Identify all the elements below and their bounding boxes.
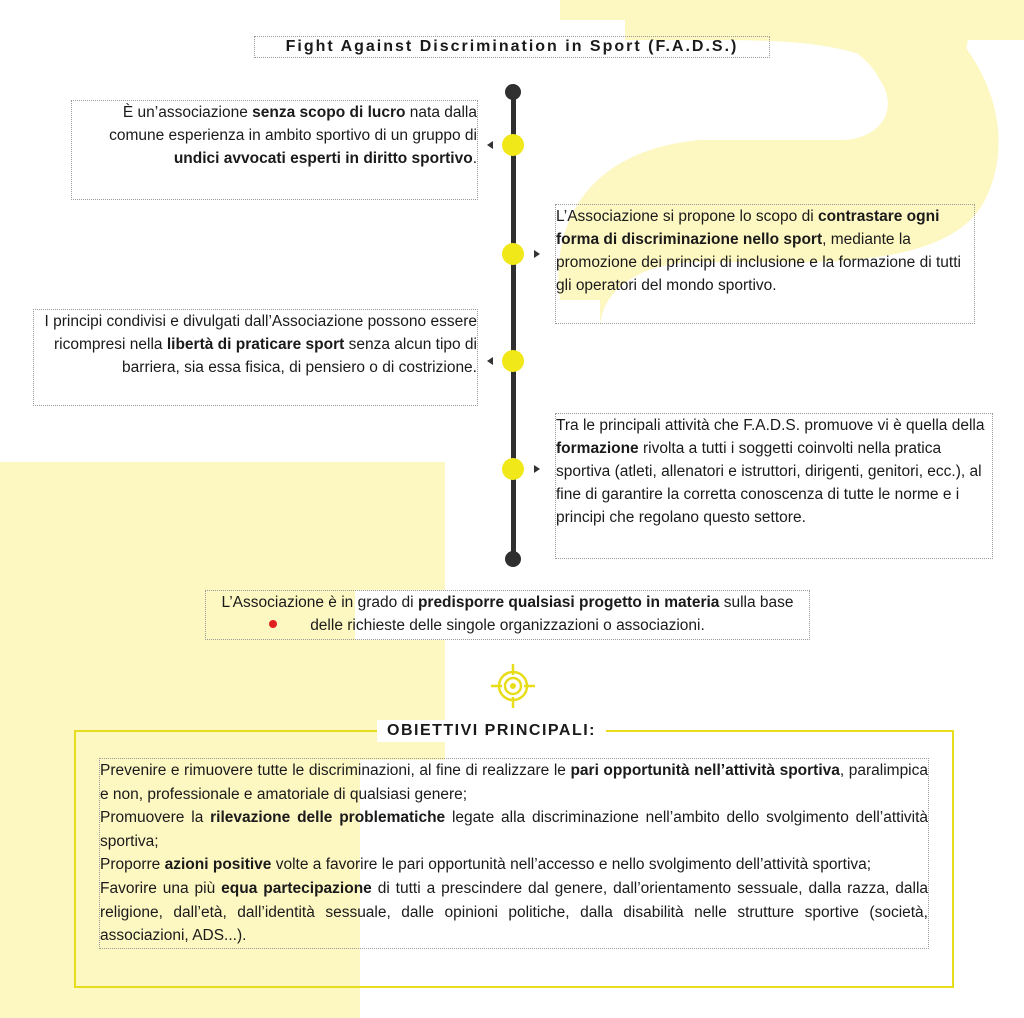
objective-item: Proporre azioni positive volte a favorire le pari opportunità nell’accesso e nello svolgimento dell’attività sportiva; xyxy=(100,856,872,874)
timeline-text-1: È un’associazione senza scopo di lucro nata dalla comune esperienza in ambito sportivo di un gruppo di undici avvocati esperti in diritto sportivo. xyxy=(71,100,478,200)
timeline-end-dot xyxy=(505,551,521,567)
timeline-line xyxy=(511,92,516,562)
timeline-start-dot xyxy=(505,84,521,100)
timeline-text-4: Tra le principali attività che F.A.D.S. promuove vi è quella della formazione rivolta a tutti i soggetti coinvolti nella pratica sportiva (atleti, allenatori e istruttori, dirigenti, genitori, ecc.), al fine di garantire la corretta conoscenza di tutte le norme e i principi che regolano questo settore. xyxy=(555,413,993,559)
arrow-left-icon xyxy=(487,141,493,149)
objectives-list xyxy=(99,758,929,949)
page-title: Fight Against Discrimination in Sport (F.A.D.S.) xyxy=(254,36,770,58)
timeline-text-3: I principi condivisi e divulgati dall’Associazione possono essere ricompresi nella libertà di praticare sport senza alcun tipo di barriera, sia essa fisica, di pensiero o di costrizione. xyxy=(33,309,478,406)
timeline-node-2 xyxy=(502,243,524,265)
timeline-node-3 xyxy=(502,350,524,372)
arrow-right-icon xyxy=(534,250,540,258)
arrow-left-icon xyxy=(487,357,493,365)
target-icon xyxy=(490,663,536,709)
conclusion-text: L’Associazione è in grado di predisporre qualsiasi progetto in materia sulla base delle richieste delle singole organizzazioni o associazioni. xyxy=(205,590,810,640)
arrow-right-icon xyxy=(534,465,540,473)
timeline-text-2: L’Associazione si propone lo scopo di contrastare ogni forma di discriminazione nello sport, mediante la promozione dei principi di inclusione e la formazione di tutti gli operatori del mondo sportivo. xyxy=(555,204,975,324)
red-marker xyxy=(269,620,277,628)
timeline-node-4 xyxy=(502,458,524,480)
timeline-node-1 xyxy=(502,134,524,156)
objective-item: Prevenire e rimuovere tutte le discriminazioni, al fine di realizzare le pari opportunità nell’attività sportiva, paralimpica e non, professionale e amatoriale di qualsiasi genere; xyxy=(100,762,929,803)
objective-item: Favorire una più equa partecipazione di tutti a prescindere dal genere, dall’orientamento sessuale, dalla razza, dalla religione, dall’età, dall’identità sessuale, dalle opinioni politiche, dalla disabilità nelle strutture sportive (società, associazioni, ADS...). xyxy=(100,879,929,945)
objectives-heading: OBIETTIVI PRINCIPALI: xyxy=(377,720,606,742)
objective-item: Promuovere la rilevazione delle problematiche legate alla discriminazione nell’ambito dello svolgimento dell’attività sportiva; xyxy=(100,809,929,850)
